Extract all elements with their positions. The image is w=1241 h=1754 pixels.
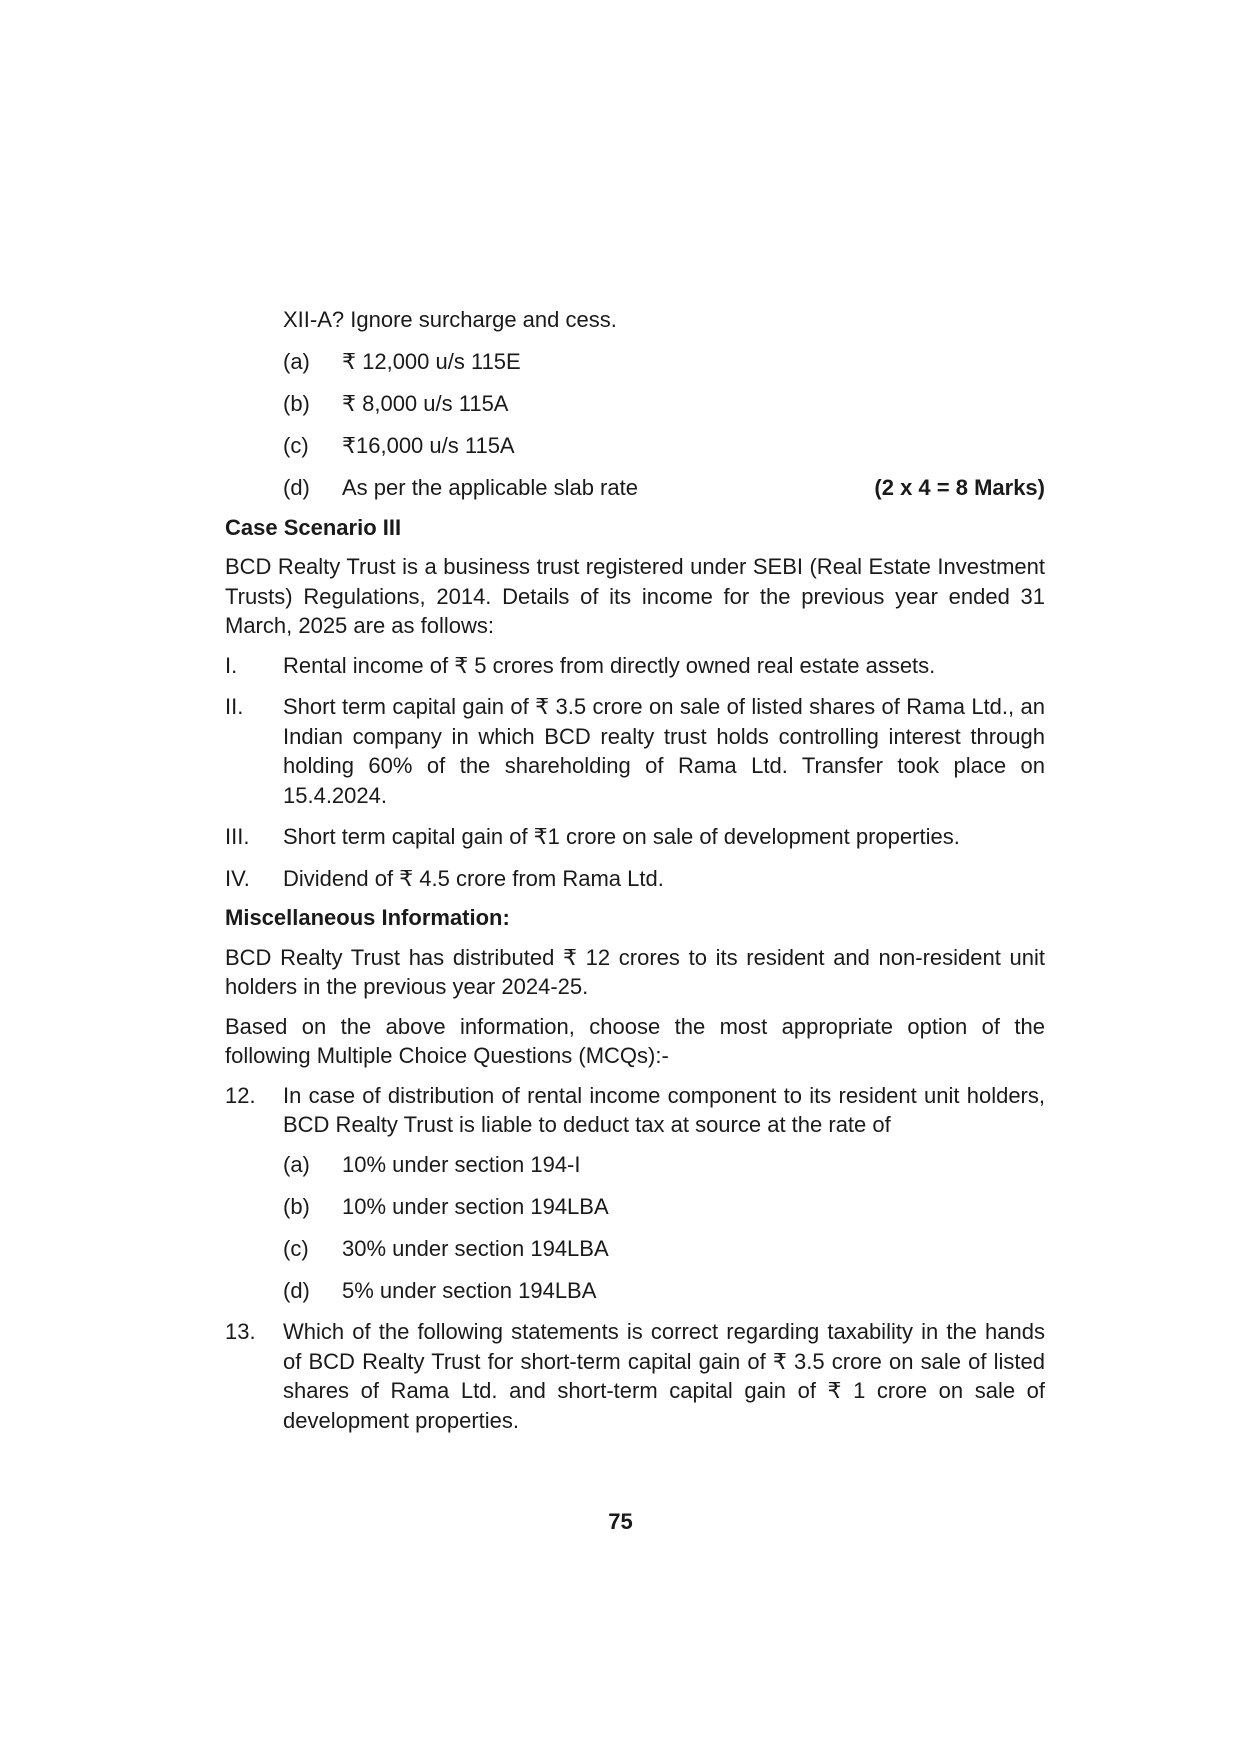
option-label: (a): [283, 349, 310, 374]
income-item: [225, 651, 1045, 681]
option-label: (d): [283, 475, 310, 500]
item-number: I.: [225, 652, 238, 678]
item-number: II.: [225, 694, 244, 719]
income-item: [225, 864, 1045, 894]
question-12-options: [225, 1150, 1045, 1306]
option-row: [225, 1234, 1045, 1264]
page-number: 75: [608, 1509, 633, 1534]
income-item: [225, 692, 1045, 810]
question-text: In case of distribution of rental income component to its resident unit holders, BCD Realty Trust is liable to deduct tax at source at the rate of: [283, 1082, 1045, 1137]
option-text: 10% under section 194LBA: [342, 1193, 609, 1219]
marks-label: (2 x 4 = 8 Marks): [874, 475, 1045, 500]
question-row: [225, 1081, 1045, 1140]
option-text: ₹ 12,000 u/s 115E: [342, 349, 521, 374]
item-number: IV.: [225, 865, 250, 891]
option-label: (c): [283, 1235, 309, 1261]
item-text: Short term capital gain of ₹1 crore on sale of development properties.: [283, 824, 960, 849]
intro-line: [225, 305, 1045, 335]
mcq-intro: Based on the above information, choose the most appropriate option of the following Multiple Choice Questions (MCQs):-: [225, 1013, 1045, 1068]
option-text: ₹ 8,000 u/s 115A: [342, 391, 509, 416]
option-row: [225, 389, 1045, 419]
question-12: [225, 1081, 1045, 1140]
option-text: 10% under section 194-I: [342, 1151, 581, 1177]
item-number: III.: [225, 824, 250, 849]
misc-heading: Miscellaneous Information:: [225, 905, 510, 930]
item-text: Rental income of ₹ 5 crores from directly owned real estate assets.: [283, 652, 936, 678]
option-label: (b): [283, 391, 310, 416]
option-text: 30% under section 194LBA: [342, 1235, 609, 1261]
question-row: [225, 1317, 1045, 1435]
option-text: 5% under section 194LBA: [342, 1277, 597, 1303]
case-heading: Case Scenario III: [225, 514, 402, 540]
option-row: [225, 347, 1045, 377]
option-text: As per the applicable slab rate: [342, 475, 638, 500]
option-label: (c): [283, 433, 309, 458]
option-label: (a): [283, 1151, 310, 1177]
option-label: (b): [283, 1193, 310, 1219]
page-content: [225, 305, 1045, 1447]
option-row: [225, 473, 1045, 503]
option-label: (d): [283, 1277, 310, 1303]
misc-paragraph: BCD Realty Trust has distributed ₹ 12 crores to its resident and non-resident unit holders in the previous year 2024-25.: [225, 944, 1045, 999]
income-list: [225, 651, 1045, 894]
option-text: ₹16,000 u/s 115A: [342, 433, 515, 458]
option-row: [225, 1150, 1045, 1180]
case-paragraph: BCD Realty Trust is a business trust registered under SEBI (Real Estate Investment Trusts) Regulations, 2014. Details of its income for the previous year ended 31 March, 2025 are as follows:: [225, 554, 1045, 638]
item-text: Short term capital gain of ₹ 3.5 crore on sale of listed shares of Rama Ltd., an Indian company in which BCD realty trust holds controlling interest through holding 60% of the shareholding of Rama Ltd. Transfer took place on 15.4.2024.: [283, 694, 1045, 808]
option-row: [225, 1276, 1045, 1306]
question-number: 13.: [225, 1319, 256, 1344]
option-row: [225, 1192, 1045, 1222]
income-item: [225, 822, 1045, 852]
question-13: [225, 1317, 1045, 1435]
question-text: Which of the following statements is correct regarding taxability in the hands of BCD Realty Trust for short-term capital gain of ₹ 3.5 crore on sale of listed shares of Rama Ltd. and short-term capital gain of ₹ 1 crore on sale of development properties.: [283, 1319, 1045, 1433]
item-text: Dividend of ₹ 4.5 crore from Rama Ltd.: [283, 865, 664, 891]
question-number: 12.: [225, 1082, 256, 1108]
option-row: [225, 431, 1045, 461]
intro-text: XII-A? Ignore surcharge and cess.: [283, 307, 617, 332]
previous-question-options: [225, 305, 1045, 503]
